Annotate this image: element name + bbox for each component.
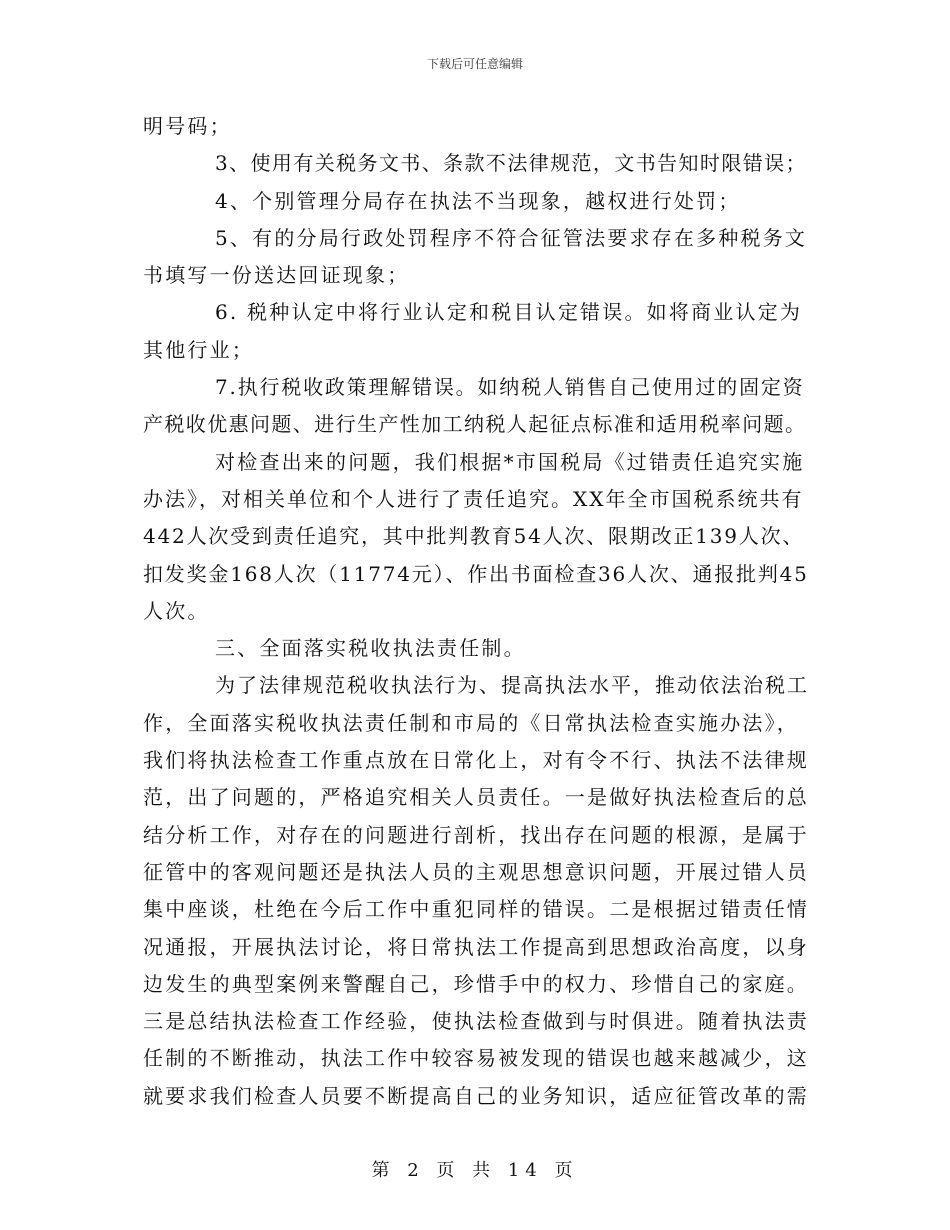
page-header-note: 下载后可任意编辑 [426,57,523,71]
text-line: 征管中的客观问题还是执法人员的主观思想意识问题，开展过错人员 [143,859,809,884]
text-line: 7.执行税收政策理解错误。如纳税人销售自己使用过的固定资 [215,375,805,400]
text-line: 范，出了问题的，严格追究相关人员责任。一是做好执法检查后的总 [143,785,809,810]
text-line: 明号码； [143,114,232,138]
text-line: 其他行业； [143,337,254,362]
text-line: 对检查出来的问题，我们根据*市国税局《过错责任追究实施 [215,449,805,474]
document-body [143,108,808,1115]
text-line: 4、个别管理分局存在执法不当现象，越权进行处罚； [215,188,741,213]
text-line: 况通报，开展执法讨论，将日常执法工作提高到思想政治高度，以身 [143,934,809,959]
text-line: 边发生的典型案例来警醒自己，珍惜手中的权力、珍惜自己的家庭。 [143,971,809,996]
text-line: 扣发奖金168人次（11774元）、作出书面检查36人次、通报批判45 [143,561,809,586]
page-number-footer: 第 2 页 共 14 页 [371,1160,579,1181]
text-line: 我们将执法检查工作重点放在日常化上，对有令不行、执法不法律规 [143,748,809,773]
text-line: 产税收优惠问题、进行生产性加工纳税人起征点标准和适用税率问题。 [143,412,807,437]
text-line: 三是总结执法检查工作经验，使执法检查做到与时俱进。随着执法责 [143,1009,809,1034]
text-line: 442人次受到责任追究，其中批判教育54人次、限期改正139人次、 [143,524,805,549]
text-line: 为了法律规范税收执法行为、提高执法水平，推动依法治税工 [215,673,809,698]
text-line: 6. 税种认定中将行业认定和税目认定错误。如将商业认定为 [215,300,803,325]
text-line: 结分析工作，对存在的问题进行剖析，找出存在问题的根源，是属于 [143,822,809,847]
text-line: 3、使用有关税务文书、条款不法律规范，文书告知时限错误； [215,151,807,176]
text-line: 就要求我们检查人员要不断提高自己的业务知识，适应征管改革的需 [143,1083,809,1108]
text-line: 5、有的分局行政处罚程序不符合征管法要求存在多种税务文 [215,225,808,250]
text-line: 三、全面落实税收执法责任制。 [215,636,526,661]
text-line: 办法》，对相关单位和个人进行了责任追究。XX年全市国税系统共有 [143,486,804,511]
text-line: 集中座谈，杜绝在今后工作中重犯同样的错误。二是根据过错责任情 [143,897,809,922]
text-line: 书填写一份送达回证现象； [143,263,410,288]
text-line: 人次。 [143,598,210,623]
text-line: 作，全面落实税收执法责任制和市局的《日常执法检查实施办法》， [143,710,799,735]
text-line: 任制的不断推动，执法工作中较容易被发现的错误也越来越减少，这 [143,1046,809,1071]
